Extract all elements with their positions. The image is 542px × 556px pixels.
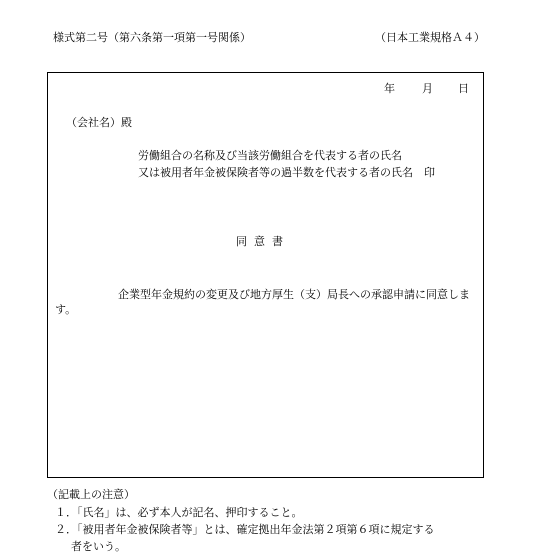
date-line bbox=[384, 83, 469, 94]
note-item-2-continued: 者をいう。 bbox=[71, 540, 126, 553]
date-day-label: 日 bbox=[458, 82, 469, 95]
date-month-label: 月 bbox=[422, 82, 433, 95]
note-item-1: １．「氏名」は、必ず本人が記名、押印すること。 bbox=[55, 506, 303, 519]
form-number: 様式第二号（第六条第一項第一号関係） bbox=[53, 31, 251, 44]
signatory-line-2: 又は被用者年金被保険者等の過半数を代表する者の氏名 印 bbox=[138, 166, 435, 179]
notes-heading: （記載上の注意） bbox=[47, 488, 135, 501]
paper-size-label: （日本工業規格Ａ４） bbox=[375, 31, 485, 44]
note-item-2: ２．「被用者年金被保険者等」とは、確定拠出年金法第２項第６項に規定する bbox=[55, 523, 435, 536]
addressee: （会社名）殿 bbox=[66, 116, 132, 129]
form-box bbox=[47, 72, 484, 478]
signatory-line-1: 労働組合の名称及び当該労働組合を代表する者の氏名 bbox=[138, 149, 402, 162]
body-text-content: 企業型年金規約の変更及び地方厚生（支）局長への承認申請に同意します。 bbox=[55, 288, 470, 316]
document-title: 同意書 bbox=[236, 235, 290, 248]
body-text bbox=[55, 287, 480, 317]
date-year-label: 年 bbox=[384, 82, 395, 95]
